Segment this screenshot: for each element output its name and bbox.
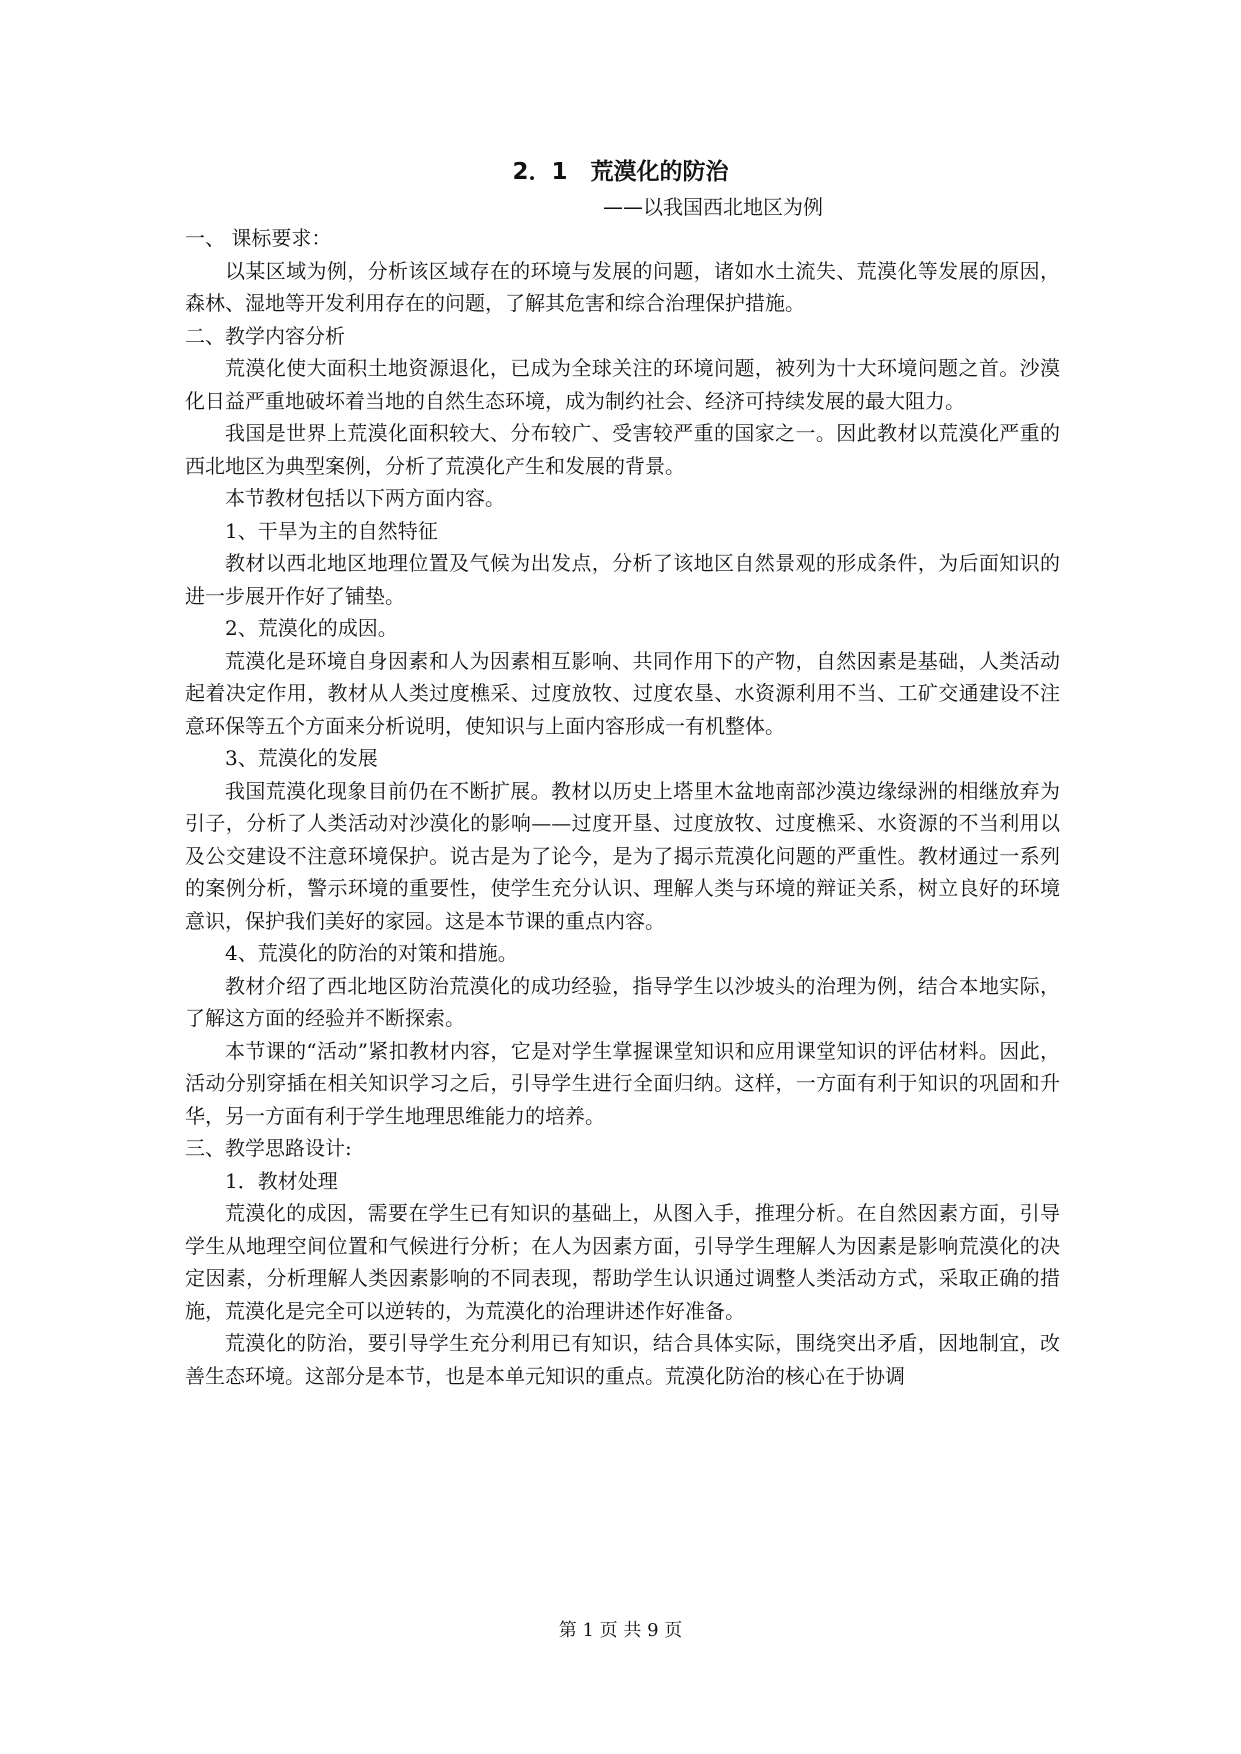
paragraph: 一、 课标要求： xyxy=(185,226,332,250)
paragraph: 2、荒漠化的成因。 xyxy=(225,616,398,640)
paragraph: 教材介绍了西北地区防治荒漠化的成功经验，指导学生以沙坡头的治理为例，结合本地实际，了解这方面的经验并不断探索。 xyxy=(185,973,1060,1030)
paragraph: 荒漠化的防治，要引导学生充分利用已有知识，结合具体实际，围绕突出矛盾，因地制宜，改善生态环境。这部分是本节，也是本单元知识的重点。荒漠化防治的核心在于协调 xyxy=(185,1331,1060,1388)
paragraph: 本节课的“活动”紧扣教材内容，它是对学生掌握课堂知识和应用课堂知识的评估材料。因此，活动分别穿插在相关知识学习之后，引导学生进行全面归纳。这样，一方面有利于知识的巩固和升华，另一方面有利于学生地理思维能力的培养。 xyxy=(185,1038,1060,1128)
paragraph: 我国荒漠化现象目前仍在不断扩展。教材以历史上塔里木盆地南部沙漠边缘绿洲的相继放弃为引子，分析了人类活动对沙漠化的影响——过度开垦、过度放牧、过度樵采、水资源的不当利用以及公交建设不注意环境保护。说古是为了论今，是为了揭示荒漠化问题的严重性。教材通过一系列的案例分析，警示环境的重要性，使学生充分认识、理解人类与环境的辩证关系，树立良好的环境意识，保护我们美好的家园。这是本节课的重点内容。 xyxy=(185,778,1060,933)
paragraph: 本节教材包括以下两方面内容。 xyxy=(225,486,505,510)
document-title: 2．1 荒漠化的防治 xyxy=(512,159,729,185)
paragraph: 三、教学思路设计: xyxy=(185,1136,352,1160)
paragraph: 1．教材处理 xyxy=(225,1168,338,1193)
paragraph: 教材以西北地区地理位置及气候为出发点，分析了该地区自然景观的形成条件，为后面知识的进一步展开作好了铺垫。 xyxy=(185,551,1060,608)
paragraph: 荒漠化使大面积土地资源退化，已成为全球关注的环境问题，被列为十大环境问题之首。沙漠化日益严重地破坏着当地的自然生态环境，成为制约社会、经济可持续发展的最大阻力。 xyxy=(185,356,1060,413)
paragraph: 我国是世界上荒漠化面积较大、分布较广、受害较严重的国家之一。因此教材以荒漠化严重的西北地区为典型案例，分析了荒漠化产生和发展的背景。 xyxy=(185,421,1060,478)
document-subtitle: ——以我国西北地区为例 xyxy=(603,195,823,219)
paragraph: 荒漠化的成因，需要在学生已有知识的基础上，从图入手，推理分析。在自然因素方面，引导学生从地理空间位置和气候进行分析；在人为因素方面，引导学生理解人为因素是影响荒漠化的决定因素，分析理解人类因素影响的不同表现，帮助学生认识通过调整人类活动方式，采取正确的措施，荒漠化是完全可以逆转的，为荒漠化的治理讲述作好准备。 xyxy=(185,1201,1060,1323)
paragraph: 以某区域为例，分析该区域存在的环境与发展的问题，诸如水土流失、荒漠化等发展的原因，森林、湿地等开发利用存在的问题，了解其危害和综合治理保护措施。 xyxy=(185,258,1060,315)
paragraph: 4、荒漠化的防治的对策和措施。 xyxy=(225,941,518,965)
paragraph: 1、干旱为主的自然特征 xyxy=(225,518,438,543)
page-footer: 第 1 页 共 9 页 xyxy=(558,1620,683,1641)
paragraph: 3、荒漠化的发展 xyxy=(225,746,378,770)
paragraph: 二、教学内容分析 xyxy=(185,323,345,348)
paragraph: 荒漠化是环境自身因素和人为因素相互影响、共同作用下的产物，自然因素是基础，人类活动起着决定作用，教材从人类过度樵采、过度放牧、过度农垦、水资源利用不当、工矿交通建设不注意环保等五个方面来分析说明，使知识与上面内容形成一有机整体。 xyxy=(185,648,1060,738)
document-body xyxy=(185,222,1060,1392)
